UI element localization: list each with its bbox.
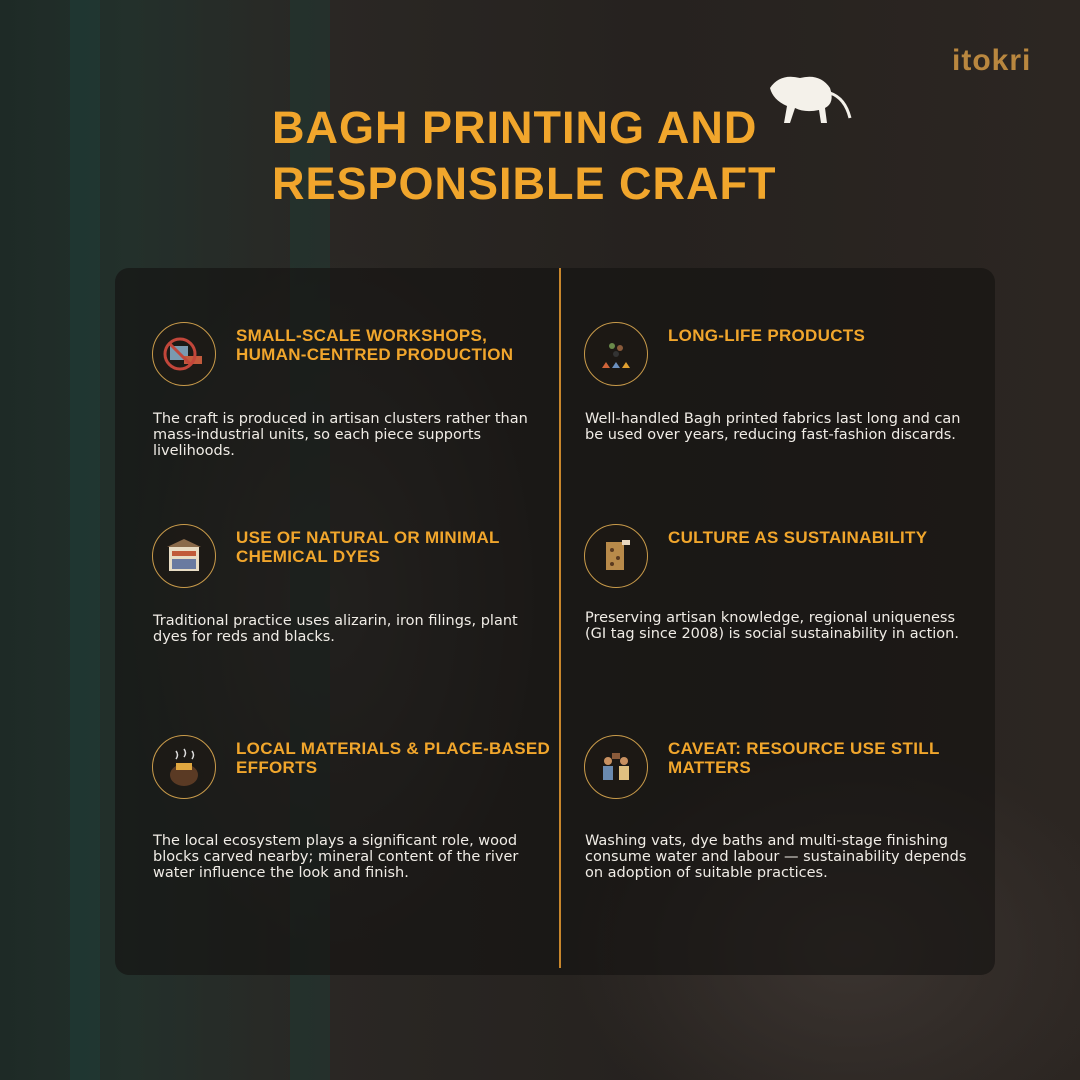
natural-pigments-icon bbox=[584, 322, 648, 386]
item-heading: LONG-LIFE PRODUCTS bbox=[668, 326, 866, 345]
itokri-logo: itokri bbox=[952, 44, 1032, 77]
workshop-shop-icon bbox=[152, 524, 216, 588]
item-heading: CAVEAT: RESOURCE USE STILL MATTERS bbox=[668, 739, 940, 777]
item-text: The craft is produced in artisan clusters rather than mass-industrial units, so each piece supports livelihoods. bbox=[153, 411, 528, 459]
item-text: Washing vats, dye baths and multi-stage finishing consume water and labour — sustainability depends on adoption of suitable practices. bbox=[585, 833, 967, 881]
title-line-2: RESPONSIBLE CRAFT bbox=[272, 158, 777, 209]
artisans-icon bbox=[584, 735, 648, 799]
background-pillar bbox=[70, 0, 100, 1080]
page-title bbox=[272, 100, 777, 212]
item-heading: SMALL-SCALE WORKSHOPS, HUMAN-CENTRED PRODUCTION bbox=[236, 326, 514, 364]
item-heading: LOCAL MATERIALS & PLACE-BASED EFFORTS bbox=[236, 739, 551, 777]
tiger-illustration-icon bbox=[765, 68, 855, 128]
printed-fabric-icon bbox=[584, 524, 648, 588]
item-text: Traditional practice uses alizarin, iron filings, plant dyes for reds and blacks. bbox=[153, 613, 518, 645]
title-line-1: BAGH PRINTING AND bbox=[272, 102, 758, 153]
item-heading: USE OF NATURAL OR MINIMAL CHEMICAL DYES bbox=[236, 528, 500, 566]
item-text: The local ecosystem plays a significant role, wood blocks carved nearby; mineral content of the river water influence the look and finish. bbox=[153, 833, 519, 881]
item-text: Preserving artisan knowledge, regional uniqueness (GI tag since 2008) is social sustainability in action. bbox=[585, 610, 959, 642]
item-heading: CULTURE AS SUSTAINABILITY bbox=[668, 528, 928, 547]
no-factory-icon bbox=[152, 322, 216, 386]
item-text: Well-handled Bagh printed fabrics last long and can be used over years, reducing fast-fashion discards. bbox=[585, 411, 961, 443]
column-divider bbox=[559, 268, 561, 968]
dye-pot-icon bbox=[152, 735, 216, 799]
